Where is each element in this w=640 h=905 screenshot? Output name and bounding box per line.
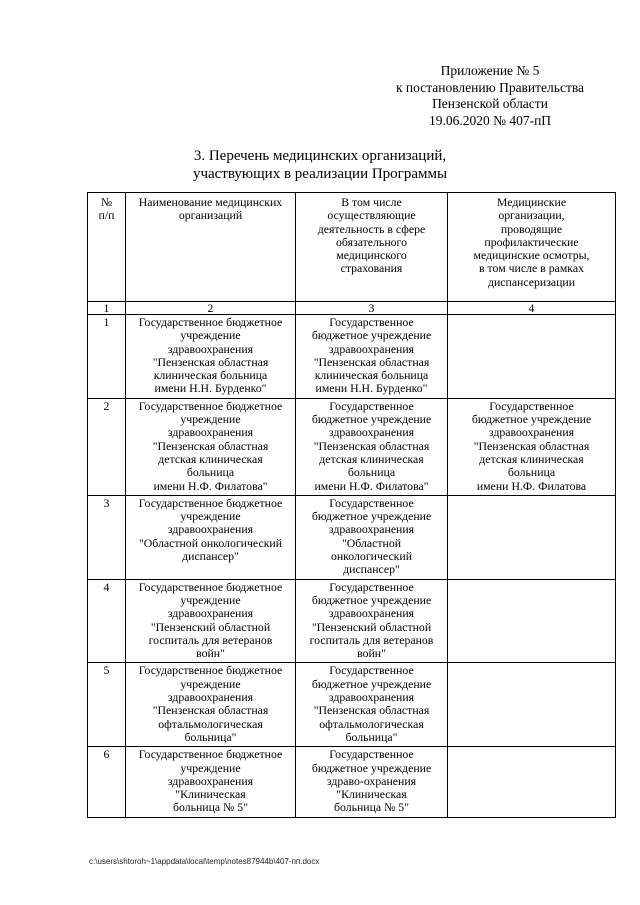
row-number: 4 — [88, 579, 126, 663]
organization-name: Государственное бюджетное учреждение здравоохранения "Пензенская областная офтальмологическая больница" — [126, 663, 296, 747]
row-number: 5 — [88, 663, 126, 747]
row-number: 3 — [88, 495, 126, 579]
preventive-exams — [448, 495, 616, 579]
preventive-exams — [448, 747, 616, 817]
table-header-row — [88, 193, 616, 302]
oms-participant: Государственное бюджетное учреждение здравоохранения "Пензенский областной госпиталь для ветеранов войн" — [296, 579, 448, 663]
header-number: № п/п — [88, 193, 126, 302]
table-row — [88, 579, 616, 663]
header-oms: В том числе осуществляющие деятельность в сфере обязательного медицинского страхования — [296, 193, 448, 302]
oms-participant: Государственное бюджетное учреждение здравоохранения "Областной онкологический диспансер" — [296, 495, 448, 579]
table-row — [88, 315, 616, 399]
organization-name: Государственное бюджетное учреждение здравоохранения "Пензенский областной госпиталь для ветеранов войн" — [126, 579, 296, 663]
file-path-footer: c:\users\shtoroh~1\appdata\local\temp\notes87944b\407-пп.docx — [89, 857, 320, 866]
column-number: 4 — [448, 302, 616, 315]
column-number: 1 — [88, 302, 126, 315]
annex-title: Приложение № 5 — [440, 63, 540, 78]
row-number: 1 — [88, 315, 126, 399]
row-number: 6 — [88, 747, 126, 817]
document-heading — [150, 147, 490, 183]
preventive-exams — [448, 663, 616, 747]
annex-date-number: 19.06.2020 № 407-пП — [428, 112, 552, 128]
heading-line-2: участвующих в реализации Программы — [192, 166, 448, 182]
table-row — [88, 398, 616, 495]
annex-reference: к постановлению Правительства — [395, 79, 585, 95]
organization-name: Государственное бюджетное учреждение здравоохранения "Пензенская областная детская клиническая больница имени Н.Ф. Филатова" — [126, 398, 296, 495]
preventive-exams: Государственное бюджетное учреждение здравоохранения "Пензенская областная детская клиническая больница имени Н.Ф. Филатова — [448, 398, 616, 495]
organization-name: Государственное бюджетное учреждение здравоохранения "Клиническая больница № 5" — [126, 747, 296, 817]
preventive-exams — [448, 579, 616, 663]
row-number: 2 — [88, 398, 126, 495]
annex-block — [360, 63, 620, 129]
table-row — [88, 747, 616, 817]
table-row — [88, 495, 616, 579]
column-numbers-row — [88, 302, 616, 315]
preventive-exams — [448, 315, 616, 399]
column-number: 3 — [296, 302, 448, 315]
organization-name: Государственное бюджетное учреждение здравоохранения "Пензенская областная клиническая больница имени Н.Н. Бурденко" — [126, 315, 296, 399]
oms-participant: Государственное бюджетное учреждение здравоохранения "Пензенская областная клиническая больница имени Н.Н. Бурденко" — [296, 315, 448, 399]
oms-participant: Государственное бюджетное учреждение здраво-охранения "Клиническая больница № 5" — [296, 747, 448, 817]
organization-name: Государственное бюджетное учреждение здравоохранения "Областной онкологический диспансер" — [126, 495, 296, 579]
column-number: 2 — [126, 302, 296, 315]
oms-participant: Государственное бюджетное учреждение здравоохранения "Пензенская областная детская клиническая больница имени Н.Ф. Филатова" — [296, 398, 448, 495]
organizations-table — [87, 192, 616, 818]
header-organization-name: Наименование медицинских организаций — [126, 193, 296, 302]
heading-line-1: 3. Перечень медицинских организаций, — [193, 148, 447, 164]
oms-participant: Государственное бюджетное учреждение здравоохранения "Пензенская областная офтальмологическая больница" — [296, 663, 448, 747]
table-row — [88, 663, 616, 747]
header-preventive-exams: Медицинские организации, проводящие профилактические медицинские осмотры, в том числе в рамках диспансеризации — [448, 193, 616, 302]
annex-region: Пензенской области — [432, 96, 548, 111]
